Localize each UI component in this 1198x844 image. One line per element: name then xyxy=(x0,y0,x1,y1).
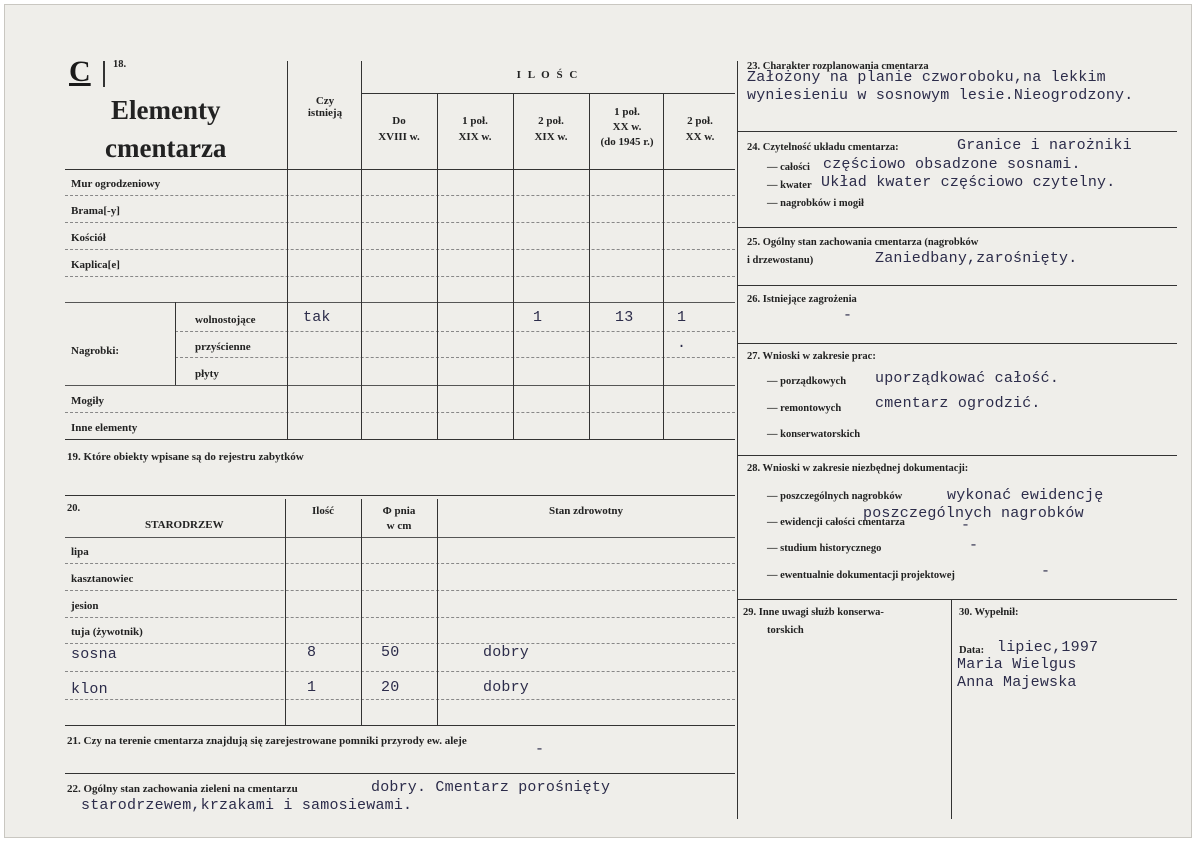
period-header-4: 2 poł. XX w. xyxy=(685,115,715,143)
section-30-name1: Maria Wielgus xyxy=(957,656,1077,673)
row-plyty: płyty xyxy=(195,368,219,380)
period-header-0: Do XVIII w. xyxy=(378,115,420,143)
przyscienne-dot: . xyxy=(677,335,687,352)
klon-stan: dobry xyxy=(483,679,530,696)
section-29-label1: 29. Inne uwagi służb konserwa- xyxy=(743,607,884,618)
col-czy-istnieja: Czy istnieją xyxy=(307,95,343,119)
trees-col-pnia: Φ pnia w cm xyxy=(382,505,416,532)
section-28-b: — ewidencji całości cmentarza xyxy=(767,517,905,528)
section-28-a-value1: wykonać ewidencję xyxy=(947,487,1104,504)
section-30-data-label: Data: xyxy=(959,645,985,656)
section-24-label: 24. Czytelność układu cmentarza: xyxy=(747,142,899,153)
sosna-stan: dobry xyxy=(483,644,530,661)
period-header-1: 1 poł. XIX w. xyxy=(458,115,492,143)
wolnostojace-1pol-xx: 13 xyxy=(615,309,634,326)
section-25-value: Zaniedbany,zarośnięty. xyxy=(875,250,1078,267)
tree-name-jesion: jesion xyxy=(71,600,99,612)
section-19-label: 19. Które obiekty wpisane są do rejestru zabytków xyxy=(67,451,304,463)
row-wolnostojace: wolnostojące xyxy=(195,314,256,326)
row-mur: Mur ogrodzeniowy xyxy=(71,178,161,190)
section-24-v3: Układ kwater częściowo czytelny. xyxy=(821,174,1116,191)
section-28-c-value: - xyxy=(969,537,979,554)
tree-name-sosna: sosna xyxy=(71,646,118,663)
tree-name-lipa: lipa xyxy=(71,546,89,558)
section-30-name2: Anna Majewska xyxy=(957,674,1077,691)
section-22-line2: starodrzewem,krzakami i samosiewami. xyxy=(81,797,413,814)
row-kaplica: Kaplica[e] xyxy=(71,259,120,271)
period-header-2: 2 poł. XIX w. xyxy=(534,115,568,143)
section-28-a-value2: poszczególnych nagrobków xyxy=(863,505,1084,522)
section-21-label: 21. Czy na terenie cmentarza znajdują się zarejestrowane pomniki przyrody ew. aleje xyxy=(67,735,467,747)
row-kosciol: Kościół xyxy=(71,232,106,244)
tree-name-klon: klon xyxy=(71,681,108,698)
trees-col-stan: Stan zdrowotny xyxy=(548,505,624,517)
section-25-label1: 25. Ogólny stan zachowania cmentarza (nagrobków xyxy=(747,237,979,248)
section-28-label: 28. Wnioski w zakresie niezbędnej dokumentacji: xyxy=(747,463,969,474)
section-26-label: 26. Istniejące zagrożenia xyxy=(747,294,857,305)
section-27-kons: — konserwatorskich xyxy=(767,429,861,440)
period-header-3: 1 poł. XX w. (do 1945 r.) xyxy=(600,106,654,148)
trees-col-ilosc: Ilość xyxy=(312,505,334,517)
section-25-label2: i drzewostanu) xyxy=(747,255,814,266)
klon-pnia: 20 xyxy=(381,679,400,696)
section-letter: C xyxy=(69,55,91,88)
row-nagrobki: Nagrobki: xyxy=(71,345,120,357)
row-brama: Brama[-y] xyxy=(71,205,120,217)
section-27-label: 27. Wnioski w zakresie prac: xyxy=(747,351,876,362)
section-23-label: 23. Charakter rozplanowania cmentarza xyxy=(747,61,929,72)
section-27-rem: — remontowych xyxy=(767,403,842,414)
wolnostojace-2pol-xx: 1 xyxy=(677,309,687,326)
section-28-d: — ewentualnie dokumentacji projektowej xyxy=(767,570,955,581)
section-24-v2: częściowo obsadzone sosnami. xyxy=(823,156,1081,173)
elements-title-line2: cmentarza xyxy=(105,133,227,163)
section-30-date: lipiec,1997 xyxy=(997,639,1099,656)
section-26-value: - xyxy=(843,307,853,324)
wolnostojace-czy: tak xyxy=(303,309,331,326)
trees-title: STARODRZEW xyxy=(145,519,224,531)
section-24-kwater: — kwater xyxy=(767,180,812,191)
section-21-value: - xyxy=(535,741,545,758)
klon-ilosc: 1 xyxy=(307,679,317,696)
section-22-line1: dobry. Cmentarz porośnięty xyxy=(371,779,611,796)
section-27-rem-value: cmentarz ogrodzić. xyxy=(875,395,1041,412)
tree-name-kasztanowiec: kasztanowiec xyxy=(71,573,134,585)
section-27-porz-value: uporządkować całość. xyxy=(875,370,1060,387)
elements-title-line1: Elementy xyxy=(111,95,221,125)
col-ilosc: I L O Ś C xyxy=(516,69,580,81)
section-23-line1: Założony na planie czworoboku,na lekkim xyxy=(747,69,1106,86)
row-inne: Inne elementy xyxy=(71,422,138,434)
section-28-b-value: - xyxy=(961,517,971,534)
section-22-label: 22. Ogólny stan zachowania zieleni na cmentarzu xyxy=(67,783,298,795)
section-28-d-value: - xyxy=(1041,563,1051,580)
row-mogily: Mogiły xyxy=(71,395,104,407)
sosna-ilosc: 8 xyxy=(307,644,317,661)
section-23-line2: wyniesieniu w sosnowym lesie.Nieogrodzony. xyxy=(747,87,1134,104)
sosna-pnia: 50 xyxy=(381,644,400,661)
section-24-calosci: — całości xyxy=(767,162,810,173)
section-27-porz: — porządkowych xyxy=(767,376,847,387)
section-18-number: 18. xyxy=(113,59,127,70)
section-24-nagrobkow: — nagrobków i mogił xyxy=(767,198,864,209)
section-24-v1: Granice i narożniki xyxy=(957,137,1132,154)
section-28-a: — poszczególnych nagrobków xyxy=(767,491,903,502)
section-20-number: 20. xyxy=(67,503,81,514)
wolnostojace-2pol-xix: 1 xyxy=(533,309,543,326)
section-29-label2: torskich xyxy=(767,625,804,636)
section-30-label: 30. Wypełnił: xyxy=(959,607,1019,618)
tree-name-tuja: tuja (żywotnik) xyxy=(71,626,143,638)
row-przyscienne: przyścienne xyxy=(195,341,251,353)
section-28-c: — studium historycznego xyxy=(767,543,882,554)
inventory-card xyxy=(4,4,1192,838)
